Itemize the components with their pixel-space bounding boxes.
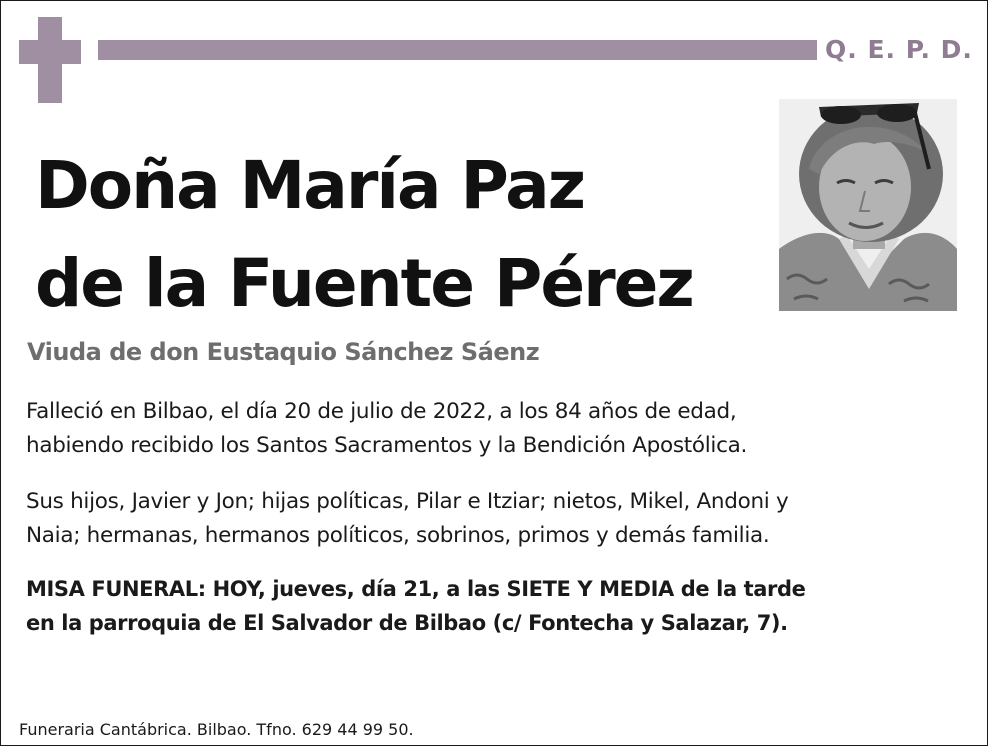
death-announcement-line1: Falleció en Bilbao, el día 20 de julio de 2022, a los 84 años de edad,: [26, 399, 737, 424]
funeral-mass-line2: en la parroquia de El Salvador de Bilbao (c/ Fontecha y Salazar, 7).: [26, 611, 788, 635]
deceased-name: [35, 137, 693, 333]
deceased-photo: [779, 99, 957, 311]
funeral-mass-info: [26, 572, 805, 640]
family-list-line1: Sus hijos, Javier y Jon; hijas políticas, Pilar e Itziar; nietos, Mikel, Andoni y: [26, 489, 789, 514]
death-announcement: [26, 395, 747, 463]
funeral-mass-line1: MISA FUNERAL: HOY, jueves, día 21, a las SIETE Y MEDIA de la tarde: [26, 577, 806, 601]
deceased-name-line1: Doña María Paz: [35, 147, 585, 224]
cross-horizontal-bar: [19, 40, 81, 64]
family-list: [26, 485, 788, 553]
deceased-name-line2: de la Fuente Pérez: [35, 245, 693, 322]
death-announcement-line2: habiendo recibido los Santos Sacramentos y la Bendición Apostólica.: [26, 433, 748, 458]
funeral-home-credit: Funeraria Cantábrica. Bilbao. Tfno. 629 44 99 50.: [19, 720, 414, 739]
family-list-line2: Naia; hermanas, hermanos políticos, sobrinos, primos y demás familia.: [26, 523, 770, 548]
widow-of-line: Viuda de don Eustaquio Sánchez Sáenz: [27, 338, 540, 366]
qepd-label: Q. E. P. D.: [825, 35, 973, 64]
header-rule: [98, 40, 817, 60]
